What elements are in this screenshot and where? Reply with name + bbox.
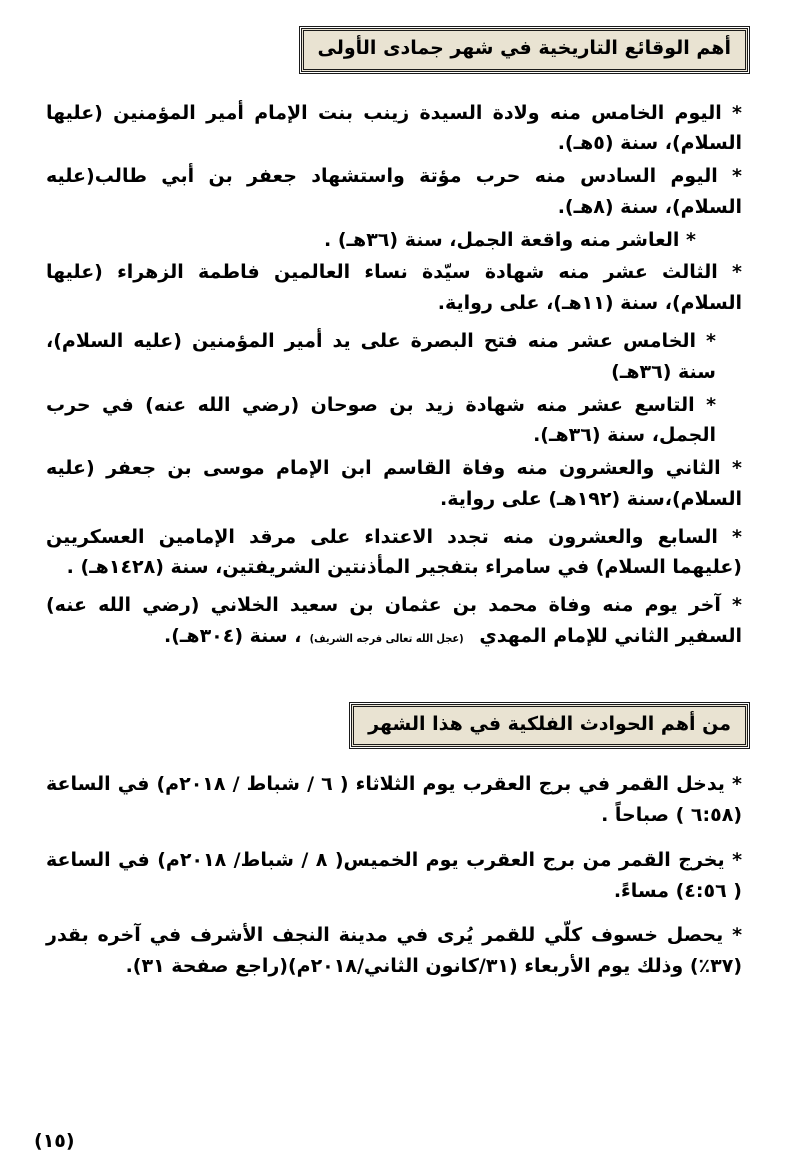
historic-entry-day-6: * اليوم السادس منه حرب مؤتة واستشهاد جعفر بن أبي طالب(عليه السلام)، سنة (٨هـ). <box>46 165 742 218</box>
historic-entry-day-19: * التاسع عشر منه شهادة زيد بن صوحان (رضي الله عنه) في حرب الجمل، سنة (٣٦هـ). <box>46 393 716 447</box>
historic-entry-day-last-text-after: ، سنة (٣٠٤هـ). <box>163 624 302 647</box>
historic-section-banner: أهم الوقائع التاريخية في شهر جمادى الأولى <box>301 28 749 72</box>
astronomical-events-list <box>46 769 742 982</box>
astronomical-banner-row <box>0 704 798 748</box>
honorific-ajjalallah: (عجل الله تعالى فرجه الشريف) <box>310 631 465 645</box>
astro-entry-lunar-eclipse: * يحصل خسوف كلّي للقمر يُرى في مدينة النجف الأشرف في آخره بقدر (٣٧٪) وذلك يوم الأربعاء (٣١/كانون الثاني/٢٠١٨م)(راجع صفحة ٣١). <box>46 924 742 978</box>
historic-entry-day-15: * الخامس عشر منه فتح البصرة على يد أمير المؤمنين (عليه السلام)، سنة (٣٦هـ) <box>46 330 716 383</box>
historic-entry-day-last-text-before: * آخر يوم منه وفاة محمد بن عثمان بن سعيد الخلاني (رضي الله عنه) السفير الثاني للإمام المهدي <box>46 594 742 647</box>
historic-entry-day-5: * اليوم الخامس منه ولادة السيدة زينب بنت الإمام أمير المؤمنين (عليها السلام)، سنة (٥هـ). <box>46 101 742 155</box>
astronomical-section-banner: من أهم الحوادث الفلكية في هذا الشهر <box>351 704 748 748</box>
astro-entry-moon-enters-scorpio: * يدخل القمر في برج العقرب يوم الثلاثاء ( ٦ / شباط / ٢٠١٨م) في الساعة (٦:٥٨ ) صباحاً . <box>46 773 742 827</box>
astro-entry-moon-exits-scorpio: * يخرج القمر من برج العقرب يوم الخميس( ٨ / شباط/ ٢٠١٨م) في الساعة ( ٤:٥٦) مساءً. <box>46 848 743 902</box>
historic-banner-row <box>0 28 798 72</box>
historic-entry-day-22: * الثاني والعشرون منه وفاة القاسم ابن الإمام موسى بن جعفر (عليه السلام)،سنة (١٩٢هـ) على رواية. <box>46 457 742 510</box>
page-number: (١٥) <box>34 1130 75 1152</box>
historic-events-list <box>46 98 742 652</box>
historic-entry-day-13: * الثالث عشر منه شهادة سيّدة نساء العالمين فاطمة الزهراء (عليها السلام)، سنة (١١هـ)، على رواية. <box>46 261 742 315</box>
historic-entry-day-10: * العاشر منه واقعة الجمل، سنة (٣٦هـ) . <box>324 228 696 251</box>
historic-entry-day-last <box>46 590 742 652</box>
historic-entry-day-27: * السابع والعشرون منه تجدد الاعتداء على مرقد الإمامين العسكريين (عليهما السلام) في سامراء بتفجير المأذنتين الشريفتين، سنة (١٤٢٨هـ) . <box>46 525 742 579</box>
